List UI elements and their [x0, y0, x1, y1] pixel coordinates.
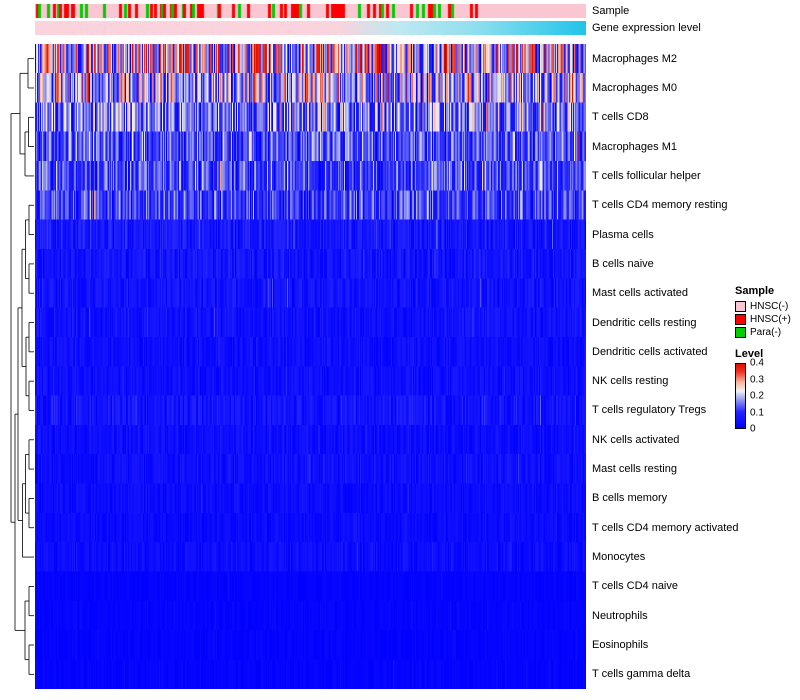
row-label: T cells regulatory Tregs — [592, 404, 707, 417]
column-annotation-bars — [35, 4, 586, 35]
color-scale-tick: 0.4 — [750, 357, 764, 369]
row-label: T cells follicular helper — [592, 169, 701, 182]
legend-sample — [735, 285, 797, 339]
legend-item-label: Para(-) — [750, 327, 782, 338]
gene-expression-annotation-bar — [35, 21, 586, 35]
legend-item — [735, 300, 797, 313]
color-scale-bar — [735, 363, 746, 429]
row-label: Monocytes — [592, 551, 646, 564]
row-label: Macrophages M2 — [592, 52, 677, 65]
color-scale-tick: 0.2 — [750, 390, 764, 402]
gene-expression-annotation-label: Gene expression level — [592, 22, 701, 34]
row-label: T cells CD8 — [592, 111, 649, 124]
color-scale-tick: 0.3 — [750, 374, 764, 385]
row-label: Macrophages M0 — [592, 81, 677, 94]
legend-level-title: Level — [735, 348, 764, 360]
color-scale — [735, 357, 797, 435]
legend-level — [735, 348, 797, 435]
row-label: B cells memory — [592, 492, 668, 505]
color-scale-ticks — [750, 357, 790, 435]
row-label: Dendritic cells activated — [592, 345, 708, 358]
row-label: Mast cells activated — [592, 287, 688, 300]
row-label: Eosinophils — [592, 639, 649, 652]
color-scale-tick: 0.1 — [750, 407, 764, 418]
row-label: Neutrophils — [592, 609, 648, 622]
row-label: NK cells activated — [592, 433, 680, 446]
legend-panel — [735, 285, 797, 435]
legend-sample-title: Sample — [735, 285, 775, 297]
row-label: Dendritic cells resting — [592, 316, 697, 329]
legend-item — [735, 313, 797, 326]
legend-item-label: HNSC(+) — [750, 314, 791, 325]
row-label: Macrophages M1 — [592, 140, 677, 153]
legend-item — [735, 326, 797, 339]
row-label: B cells naive — [592, 257, 654, 270]
legend-swatch — [735, 301, 746, 312]
sample-annotation-label: Sample — [592, 5, 630, 17]
row-label: NK cells resting — [592, 375, 669, 388]
heatmap-body — [35, 44, 586, 689]
row-label: T cells CD4 memory activated — [592, 521, 739, 534]
color-scale-tick: 0 — [750, 423, 756, 435]
legend-swatch — [735, 314, 746, 325]
row-label: T cells CD4 memory resting — [592, 199, 728, 212]
legend-swatch — [735, 327, 746, 338]
row-label: T cells CD4 naive — [592, 580, 678, 593]
row-dendrogram — [8, 44, 34, 689]
legend-item-label: HNSC(-) — [750, 301, 789, 312]
sample-annotation-bar — [35, 4, 586, 18]
row-label: T cells gamma delta — [592, 668, 691, 681]
row-label: Mast cells resting — [592, 463, 677, 476]
row-label: Plasma cells — [592, 228, 654, 241]
